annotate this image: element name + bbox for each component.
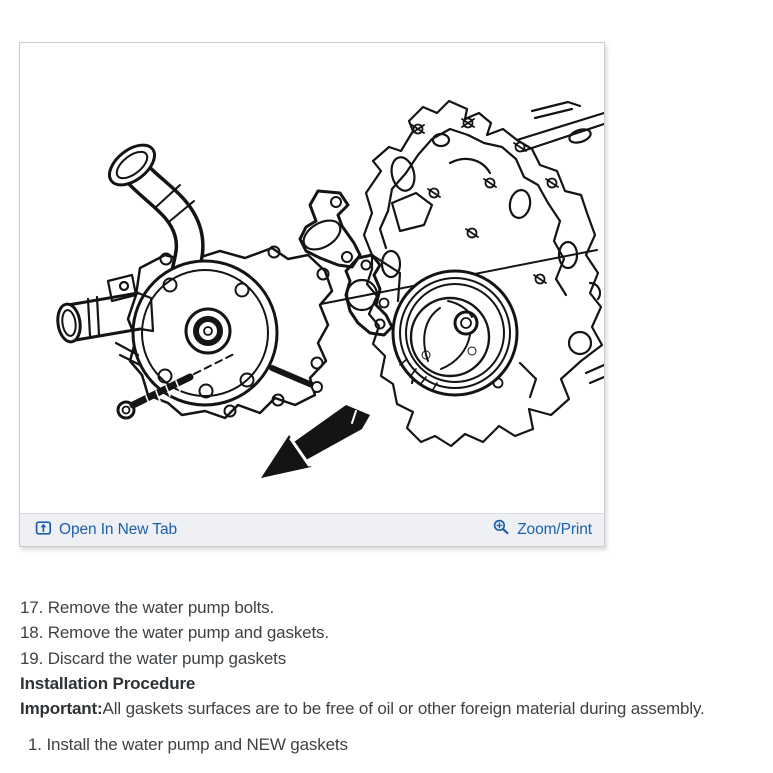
magnifier-plus-icon	[493, 519, 510, 541]
instruction-text	[20, 595, 760, 758]
direction-arrow	[261, 405, 370, 478]
open-in-new-tab-label: Open In New Tab	[59, 521, 177, 538]
figure-footer	[20, 513, 604, 546]
step-18: 18. Remove the water pump and gaskets.	[20, 623, 329, 643]
water-pump	[55, 137, 332, 418]
installation-procedure-heading: Installation Procedure	[20, 673, 196, 693]
open-in-new-tab-link[interactable]	[35, 519, 177, 541]
zoom-print-label: Zoom/Print	[517, 521, 592, 538]
open-in-new-tab-icon	[35, 519, 52, 541]
engine-front-cover	[364, 101, 604, 446]
zoom-print-link[interactable]	[493, 519, 592, 541]
pump-flange	[133, 261, 277, 405]
important-label: Important:	[20, 699, 103, 719]
install-step-1: 1. Install the water pump and NEW gaskets	[28, 735, 348, 755]
step-19: 19. Discard the water pump gaskets	[20, 648, 287, 668]
water-pump-diagram	[20, 43, 604, 513]
step-17: 17. Remove the water pump bolts.	[20, 598, 275, 617]
figure-panel	[19, 42, 605, 547]
important-note	[20, 696, 760, 721]
crankshaft-pulley	[393, 271, 517, 395]
important-text: All gaskets surfaces are to be free of oil or other foreign material during assembly.	[102, 699, 705, 719]
diagram-svg	[20, 43, 604, 513]
